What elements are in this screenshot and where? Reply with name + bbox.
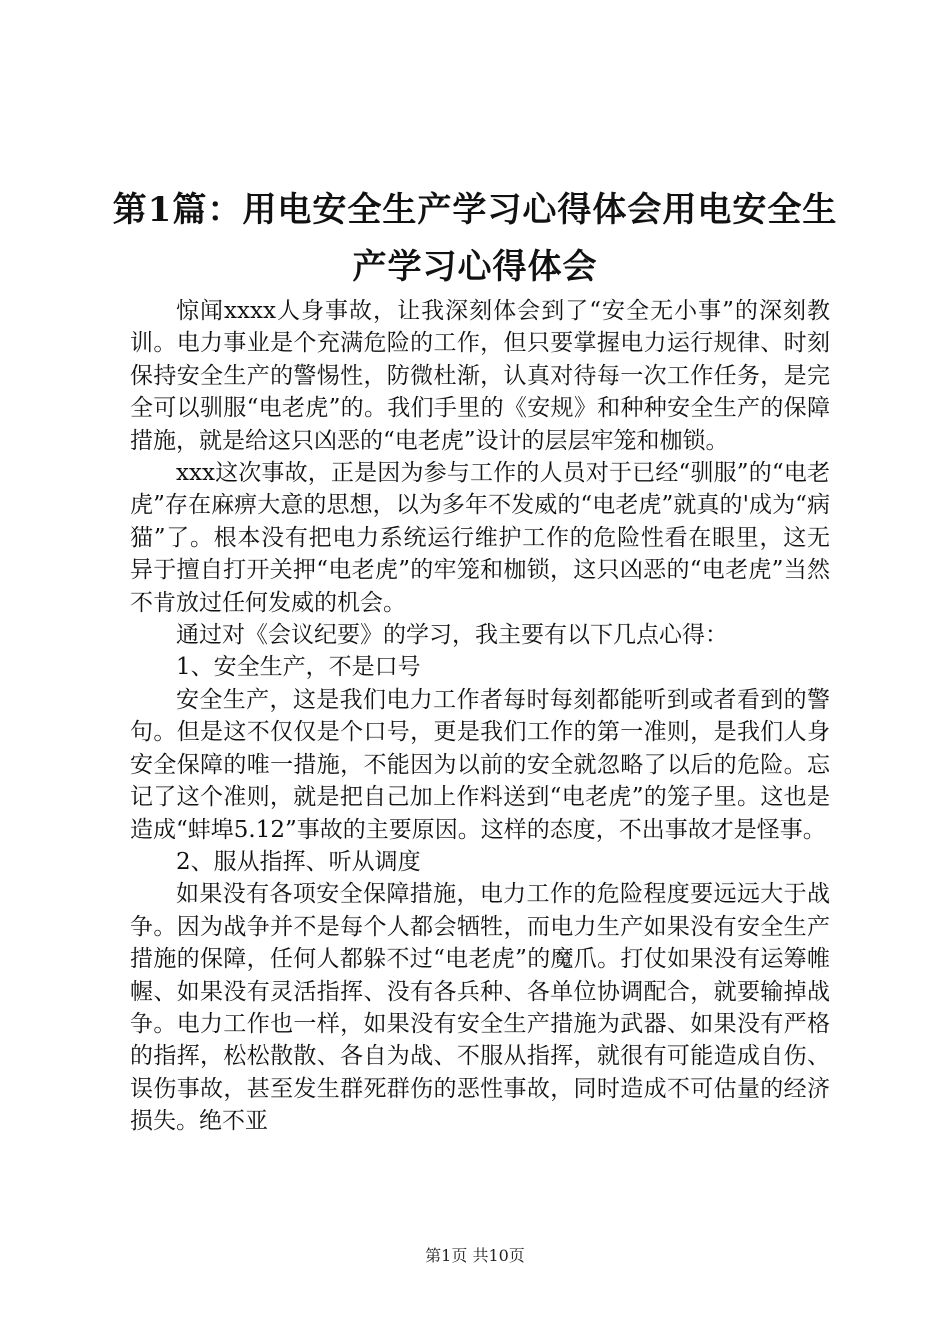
paragraph: 惊闻xxxx人身事故，让我深刻体会到了“安全无小事”的深刻教训。电力事业是个充满危险的工作，但只要掌握电力运行规律、时刻保持安全生产的警惕性，防微杜渐，认真对待每一次工作任务，是完全可以驯服“电老虎”的。我们手里的《安规》和种种安全生产的保障措施，就是给这只凶恶的“电老虎”设计的层层牢笼和枷锁。 — [130, 298, 830, 454]
paragraph: 安全生产，这是我们电力工作者每时每刻都能听到或者看到的警句。但是这不仅仅是个口号，更是我们工作的第一准则，是我们人身安全保障的唯一措施，不能因为以前的安全就忽略了以后的危险。忘记了这个准则，就是把自己加上作料送到“电老虎”的笼子里。这也是造成“蚌埠5.12”事故的主要原因。这样的态度，不出事故才是怪事。 — [130, 686, 830, 843]
document-title: 第1篇：用电安全生产学习心得体会用电安全生产学习心得体会 — [112, 190, 838, 287]
paragraph: xxx这次事故，正是因为参与工作的人员对于已经“驯服”的“电老虎”存在麻痹大意的思想，以为多年不发威的“电老虎”就真的'成为“病猫”了。根本没有把电力系统运行维护工作的危险性看在眼里，这无异于擅自打开关押“电老虎”的牢笼和枷锁，这只凶恶的“电老虎”当然不肯放过任何发威的机会。 — [130, 460, 830, 616]
page-footer: 第1页 共10页 — [425, 1246, 525, 1265]
paragraph: 通过对《会议纪要》的学习，我主要有以下几点心得： — [176, 622, 728, 649]
document-body — [130, 295, 830, 1138]
paragraph: 如果没有各项安全保障措施，电力工作的危险程度要远远大于战争。因为战争并不是每个人都会牺牲，而电力生产如果没有安全生产措施的保障，任何人都躲不过“电老虎”的魔爪。打仗如果没有运筹帷幄、如果没有灵活指挥、没有各兵种、各单位协调配合，就要输掉战争。电力工作也一样，如果没有安全生产措施为武器、如果没有严格的指挥，松松散散、各自为战、不服从指挥，就很有可能造成自伤、误伤事故，甚至发生群死群伤的恶性事故，同时造成不可估量的经济损失。绝不亚 — [130, 881, 830, 1135]
section-heading: 1、安全生产，不是口号 — [176, 654, 421, 681]
section-heading: 2、服从指挥、听从调度 — [176, 848, 421, 875]
